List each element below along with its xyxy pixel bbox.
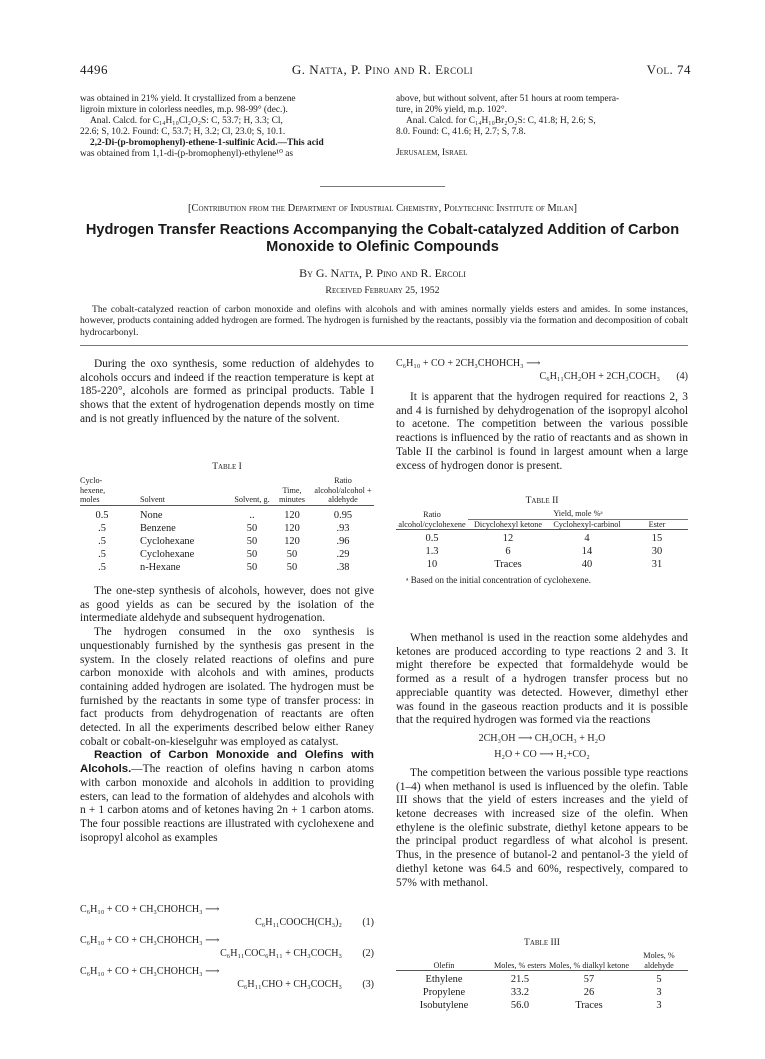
table-1-caption: Table I	[212, 462, 242, 472]
table-2-footnote: ᵃ Based on the initial concentration of cyclohexene.	[406, 575, 591, 585]
table-cell: 50	[246, 561, 258, 573]
received-date: Received February 25, 1952	[325, 285, 440, 296]
table-3-grid	[396, 951, 688, 971]
paragraph: The hydrogen consumed in the oxo synthesis is unquestionably furnished by the synthesis gas present in the system. In the closely related reactions of olefins and pure carbon monoxide with alcohols and with amines, products containing added hydrogen are isolated. The hydrogen must be furnished by the reactants in some type of transfer process: in fact products from dehydrogenation of reactants are often detected. In all the experiments described below either Raney cobalt or cobalt-on-kieselguhr was employed as catalyst.	[80, 626, 374, 748]
table-cell: Traces	[575, 1000, 603, 1011]
table-header: Time, minutes	[279, 485, 305, 504]
table-cell: 3	[656, 987, 662, 998]
table-cell: 6	[505, 546, 511, 557]
prev-line: ligroin mixture in colorless needles, m.p. 98-99° (dec.).	[80, 105, 288, 115]
left-column-cont	[80, 585, 374, 845]
table-cell: 120	[284, 535, 300, 547]
paragraph: It is apparent that the hydrogen required for reactions 2, 3 and 4 is furnished by dehydrogenation of the isopropyl alcohol to acetone. The competition between the various possible reactions is influenced by the ratio of reactants and as shown in Table II the carbinol is found in largest amount when a large excess of hydrogen donor is present.	[396, 391, 688, 472]
table-cell: 0.5	[425, 533, 439, 544]
paragraph: During the oxo synthesis, some reduction of aldehydes to alcohols occurs and indeed if the reaction temperature is kept at 185-220°, alcohols are formed as principal products. Table I shows that the extent of hydrogenation depends mostly on time and is not greatly influenced by the nature of the solvent.	[80, 358, 374, 425]
left-column	[80, 358, 374, 427]
table-2-grid	[396, 509, 688, 530]
table-span-header: Yield, mole %ᵃ	[468, 509, 688, 519]
table-cell: 15	[651, 533, 663, 544]
table-cell: 10	[426, 559, 438, 570]
table-cell: 50	[246, 522, 258, 534]
prev-line: 2,2-Di-(p-bromophenyl)-ethene-1-sulfinic Acid.—This acid	[90, 138, 324, 148]
table-cell: 26	[583, 987, 595, 998]
table-cell: 50	[286, 548, 298, 560]
table-cell: 1.3	[425, 546, 439, 557]
table-cell: 4	[584, 533, 590, 544]
table-cell: 5	[656, 974, 662, 985]
page-number: 4496	[80, 62, 108, 77]
table-cell: Propylene	[422, 987, 466, 998]
previous-article-right	[396, 94, 688, 159]
table-cell: 14	[581, 546, 593, 557]
running-authors: G. Natta, P. Pino and R. Ercoli	[291, 62, 474, 77]
table-header: Cyclohexyl-carbinol	[553, 519, 621, 529]
table-cell: 3	[656, 1000, 662, 1011]
table-3-body	[396, 973, 688, 1012]
table-cell: 120	[284, 509, 300, 521]
table-header: Cyclo-hexene, moles	[80, 476, 106, 504]
table-cell: ..	[249, 509, 255, 521]
table-row	[80, 509, 374, 522]
prev-line: Anal. Calcd. for C₁₄H₁₀Cl₂O₂S: C, 53.7; H, 3.3; Cl,	[90, 116, 283, 126]
table-2-caption: Table II	[525, 496, 559, 506]
section-heading: Reaction of Carbon Monoxide and Olefins with Alcohols.	[80, 749, 374, 776]
table-cell: 120	[284, 522, 300, 534]
table-1	[80, 462, 374, 574]
equation-4-lhs: C₆H₁₀ + CO + 2CH₃CHOHCH₃ ⟶	[396, 358, 541, 369]
table-row	[396, 973, 688, 986]
prev-line: 8.0. Found: C, 41.6; H, 2.7; S, 7.8.	[396, 127, 526, 137]
table-cell: 40	[581, 559, 593, 570]
table-cell: 0.95	[333, 509, 353, 521]
equation-3-rhs: C₆H₁₁CHO + CH₃COCH₃	[237, 979, 342, 990]
table-header: Ratio alcohol/alcohol + aldehyde	[314, 476, 372, 504]
abstract-rule	[80, 345, 688, 346]
title-line-2: Monoxide to Olefinic Compounds	[266, 239, 499, 255]
table-cell: Cyclohexane	[140, 535, 195, 547]
table-cell: Ethylene	[425, 974, 463, 985]
table-cell: Traces	[494, 559, 522, 570]
equation-5: 2CH₃OH ⟶ CH₃OCH₃ + H₂O	[478, 732, 606, 744]
table-cell: .96	[336, 535, 350, 547]
equation-1-lhs: C₆H₁₀ + CO + CH₃CHOHCH₃ ⟶	[80, 904, 220, 915]
table-cell: .5	[98, 561, 106, 573]
right-column	[396, 391, 688, 473]
prev-line: ture, in 20% yield, m.p. 102°.	[396, 105, 508, 115]
table-3	[396, 938, 688, 1012]
table-1-grid	[80, 476, 374, 506]
prev-line: 22.6; S, 10.2. Found: C, 53.7; H, 3.2; Cl, 23.0; S, 10.1.	[80, 127, 286, 137]
prev-line: was obtained from 1,1-di-(p-bromophenyl)-ethylene¹⁰ as	[80, 149, 294, 159]
equation-1-rhs: C₆H₁₁COOCH(CH₃)₂	[255, 917, 342, 928]
table-cell: 33.2	[510, 987, 530, 998]
table-cell: .5	[98, 535, 106, 547]
equation-2-rhs: C₆H₁₁COC₆H₁₁ + CH₃COCH₃	[220, 948, 342, 959]
table-row	[80, 535, 374, 548]
prev-line: above, but without solvent, after 51 hours at room tempera-	[396, 94, 620, 104]
paragraph: When methanol is used in the reaction some aldehydes and ketones are produced according to type reactions 2 and 3. It might therefore be expected that formaldehyde would be formed as a result of a hydrogen transfer process but no appreciable quantity was detected. However, dimethyl ether was found in the gaseous reaction products and it is possible that the required hydrogen was formed via the reactions	[396, 632, 688, 727]
table-header: Dicyclohexyl ketone	[474, 519, 542, 529]
paragraph: The one-step synthesis of alcohols, however, does not give as good yields as can be secured by the isolation of the intermediate aldehyde and subsequent hydrogenation.	[80, 585, 374, 625]
table-cell: 56.0	[510, 1000, 530, 1011]
prev-line: Anal. Calcd. for C₁₄H₁₀Br₂O₂S: C, 41.8; H, 2.6; S,	[406, 116, 596, 126]
paragraph-text: —The reaction of olefins having n carbon atoms with carbon monoxide and alcohols in addition to providing esters, can lead to the formation of aldehydes and alcohols with n + 1 carbon atoms and of ketones having 2n + 1 carbon atoms. The four possible reactions are illustrated with cyclohexene and isopropyl alcohol as examples	[80, 763, 374, 844]
table-row	[396, 545, 688, 558]
volume-label: Vol. 74	[646, 62, 691, 77]
prev-location: Jerusalem, Israel	[396, 148, 468, 158]
equation-4-rhs: C₆H₁₁CH₂OH + 2CH₃COCH₃	[539, 371, 660, 382]
table-row	[80, 561, 374, 574]
table-cell: .38	[336, 561, 350, 573]
table-2-body	[396, 532, 688, 571]
table-cell: Isobutylene	[419, 1000, 469, 1011]
byline: By G. Natta, P. Pino and R. Ercoli	[299, 266, 466, 280]
table-2	[396, 496, 688, 585]
table-cell: 31	[651, 559, 663, 570]
table-cell: Cyclohexane	[140, 548, 195, 560]
table-cell: Benzene	[140, 522, 176, 534]
contribution-line: [Contribution from the Department of Industrial Chemistry, Polytechnic Institute of Milan]	[188, 203, 577, 214]
table-cell: None	[140, 509, 163, 521]
table-header: Solvent, g.	[234, 495, 270, 504]
table-cell: n-Hexane	[140, 561, 181, 573]
separator-rule	[320, 186, 445, 187]
equation-number: (4)	[676, 371, 688, 382]
table-cell: 50	[286, 561, 298, 573]
equation-number: (2)	[362, 948, 374, 959]
table-cell: 50	[246, 548, 258, 560]
table-cell: 50	[246, 535, 258, 547]
right-column-cont	[396, 632, 688, 890]
abstract: The cobalt-catalyzed reaction of carbon monoxide and olefins with alcohols and with amines normally yields esters and amides. In some instances, however, products containing added hydrogen are formed. The hydrogen is furnished by the reactants, possibly via the formation and decomposition of cobalt hydrocarbonyl.	[80, 304, 688, 338]
table-row	[396, 558, 688, 571]
table-row	[396, 986, 688, 999]
title-line-1: Hydrogen Transfer Reactions Accompanying the Cobalt-catalyzed Addition of Carbon	[85, 222, 680, 238]
equation-2-lhs: C₆H₁₀ + CO + CH₃CHOHCH₃ ⟶	[80, 935, 220, 946]
table-cell: 57	[583, 974, 595, 985]
table-row	[80, 522, 374, 535]
table-cell: .93	[336, 522, 350, 534]
table-header: Moles, % aldehyde	[643, 951, 675, 970]
table-3-caption: Table III	[524, 938, 560, 948]
table-cell: .29	[336, 548, 350, 560]
table-header: Solvent	[140, 495, 166, 504]
table-header: Moles, % esters	[493, 960, 547, 970]
equations-1-3	[80, 903, 374, 991]
table-cell: 21.5	[510, 974, 530, 985]
table-row	[396, 999, 688, 1012]
table-header: Olefin	[433, 960, 455, 970]
equation-4	[396, 357, 688, 383]
article-title	[40, 222, 725, 256]
previous-article-left	[80, 94, 374, 160]
table-row	[80, 548, 374, 561]
equation-number: (3)	[362, 979, 374, 990]
table-cell: .5	[98, 522, 106, 534]
table-cell: 0.5	[95, 509, 109, 521]
table-1-body	[80, 509, 374, 574]
table-cell: 30	[651, 546, 663, 557]
table-header: Moles, % dialkyl ketone	[548, 960, 630, 970]
table-cell: 12	[502, 533, 514, 544]
table-header: Ratio alcohol/cyclohexene	[396, 509, 468, 530]
equation-number: (1)	[362, 917, 374, 928]
table-row	[396, 532, 688, 545]
paragraph	[80, 749, 374, 845]
equation-3-lhs: C₆H₁₀ + CO + CH₃CHOHCH₃ ⟶	[80, 966, 220, 977]
paragraph: The competition between the various possible type reactions (1–4) when methanol is used is influenced by the olefin. Table III shows that the yield of esters increases and the yield of ketone decreases with increased size of the olefin. When ethylene is the olefinic substrate, diethyl ketone appears to be the principal product regardless of what alcohol is present. Thus, in the presence of butanol-2 and pentanol-3 the yield of diethyl ketone was 64.5 and 60%, respectively, compared to 57% with methanol.	[396, 766, 688, 889]
table-cell: .5	[98, 548, 106, 560]
equation-6: H₂O + CO ⟶ H₂+CO₂	[494, 748, 590, 760]
prev-line: was obtained in 21% yield. It crystallized from a benzene	[80, 94, 296, 104]
table-header: Ester	[648, 519, 666, 529]
